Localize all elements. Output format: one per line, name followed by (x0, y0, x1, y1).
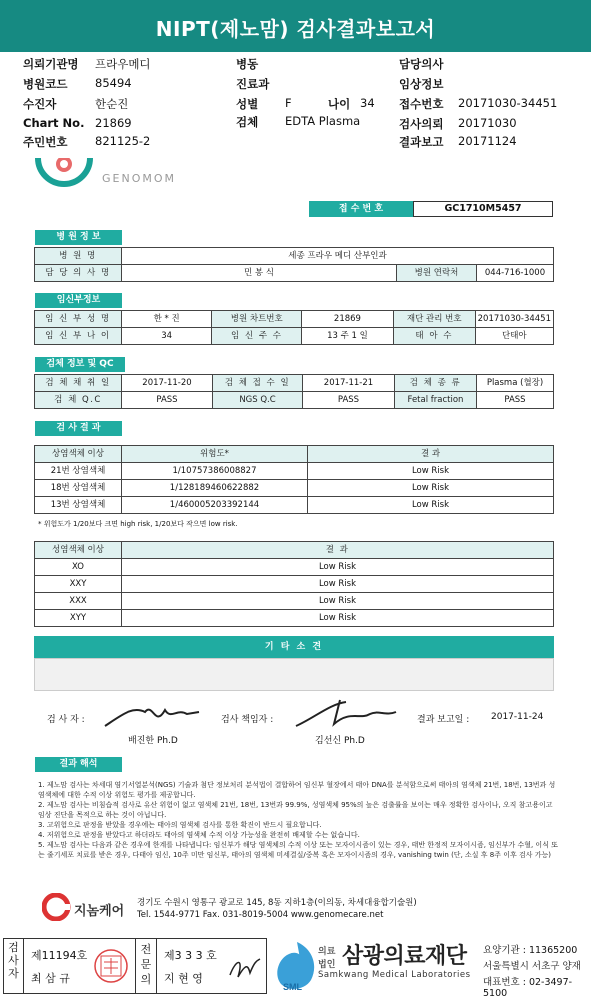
hdr-label: 병원코드 (23, 77, 68, 91)
examiner-license: 제11194호 (31, 949, 88, 962)
interpretation-notes (38, 780, 558, 860)
cell-label: 병 원 명 (35, 248, 122, 265)
cell-label: 병원 연락처 (397, 265, 477, 282)
cell-label: 검 체 종 류 (395, 375, 477, 392)
hdr-label: 임상정보 (399, 77, 444, 91)
note-item: 2. 제노맘 검사는 비침습적 검사로 유산 위험이 없고 염색체 21번, 18번, 13번과 99.9%, 성염색체 95%의 높은 검출률을 보이는 매우 정확한 검사이나, 오직 참고용이고 임상 진단을 목적으로 하는 것이 아닙니다. (38, 801, 553, 819)
cell-risk: 1/128189460622882 (122, 480, 308, 497)
cell-value: 21869 (302, 311, 394, 328)
hdr-label: 나이 (328, 97, 351, 111)
other-findings-box (34, 658, 554, 691)
doctor-license: 제3 3 3 호 (164, 949, 217, 962)
hdr-label: 결과보고 (399, 135, 444, 149)
examiner-stamp-name: 최 삼 규 (31, 972, 70, 985)
cell-label: 임 신 주 수 (212, 328, 302, 345)
hdr-label: 검체 (236, 115, 259, 129)
cell-value: 한 * 진 (121, 311, 212, 328)
cell-chromosome: 13번 상염색체 (35, 497, 122, 514)
doctor-signature (226, 953, 262, 983)
hdr-value: 한순진 (95, 97, 129, 111)
table-header-row (35, 542, 554, 559)
table-header-row (35, 446, 554, 463)
note-item: 5. 제노맘 검사는 다음과 같은 경우에 한계를 나타냅니다: 임신부가 해당 염색체의 수적 이상 또는 모자이시즘이 있는 경우, 태반 한정적 모자이시즘, 임신부가 수혈, 이식 또는 줄기세포 치료를 받은 경우, 다태아 임신, 10주 미만 임신부, 태아의 염색체 미세결실/중복 혹은 모자이시즘의 경우, vanishing twin (단, 소실 후 8주 이후 검사 가능) (38, 841, 558, 859)
column-header: 결 과 (122, 542, 554, 559)
note-item: 1. 제노맘 검사는 차세대 염기서열분석(NGS) 기술과 첨단 정보처리 분석법이 결합하여 임신부 혈장에서 태아 DNA를 분석함으로써 태아의 염색체 21번, 18번, 13번과 성염색체에 대한 수적 이상 위험도 평가를 제공합니다. (38, 781, 556, 799)
signature-stamp-box (3, 938, 267, 994)
lab-prefix-2: 법인 (318, 960, 336, 970)
cell-value: Plasma (혈장) (477, 375, 554, 392)
column-header: 성염색체 이상 (35, 542, 122, 559)
cell-value: 20171030-34451 (475, 311, 553, 328)
report-date-label: 결과 보고일 : (417, 715, 470, 725)
other-findings-header: 기 타 소 견 (34, 636, 554, 658)
lab-info-3: 대표번호 : 02-3497-5100 (483, 977, 573, 999)
examiner-label: 검 사 자 : (47, 715, 85, 725)
report-date: 2017-11-24 (491, 712, 544, 722)
cell-value: 2017-11-20 (122, 375, 213, 392)
cell-chromosome: XO (35, 559, 122, 576)
risk-footnote: * 위험도가 1/20보다 크면 high risk, 1/20보다 작으면 low risk. (38, 520, 238, 528)
cell-result: Low Risk (122, 559, 554, 576)
cell-value: 단태아 (475, 328, 553, 345)
table-row (35, 610, 554, 627)
sml-logo-icon (275, 940, 319, 994)
cell-result: Low Risk (122, 593, 554, 610)
patient-header (0, 52, 591, 155)
seal-stamp-icon (92, 947, 130, 985)
hdr-label: Chart No. (23, 116, 85, 130)
hdr-value: 821125-2 (95, 134, 151, 148)
brand-name: GENOMOM (102, 172, 177, 185)
lab-info-1: 요양기관 : 11365200 (483, 945, 578, 956)
cell-label: 검 체 채 취 일 (35, 375, 122, 392)
table-row (35, 480, 554, 497)
cell-value: 2017-11-21 (303, 375, 395, 392)
hdr-value: 20171030 (458, 116, 517, 130)
cell-label: 태 아 수 (393, 328, 475, 345)
receipt-number: GC1710M5457 (413, 201, 553, 217)
hdr-label: 성별 (236, 97, 259, 111)
responsible-name: 김선신 Ph.D (315, 736, 365, 746)
cell-label: 검 체 접 수 일 (213, 375, 303, 392)
table-row (35, 328, 554, 345)
hdr-value: 프라우메디 (95, 57, 151, 71)
sml-text: SML (283, 982, 302, 992)
table-row (35, 248, 554, 265)
hdr-value: 20171030-34451 (458, 96, 558, 110)
cell-value: 044-716-1000 (477, 265, 554, 282)
cell-chromosome: 21번 상염색체 (35, 463, 122, 480)
column-header: 위험도* (122, 446, 308, 463)
cell-chromosome: XXX (35, 593, 122, 610)
lab-name: 삼광의료재단 (342, 944, 467, 969)
cell-result: Low Risk (122, 610, 554, 627)
receipt-label: 접 수 번 호 (309, 201, 413, 217)
report-title: NIPT(제노맘) 검사결과보고서 (0, 0, 591, 52)
table-row (35, 265, 554, 282)
genomecare-logo-icon (42, 893, 72, 921)
genomom-logo (30, 158, 260, 196)
table-row (35, 311, 554, 328)
hdr-label: 검사의뢰 (399, 117, 444, 131)
cell-chromosome: XXY (35, 576, 122, 593)
cell-value: PASS (477, 392, 554, 409)
examiner-signature (103, 700, 203, 732)
lab-prefix-1: 의료 (318, 947, 336, 957)
cell-chromosome: 18번 상염색체 (35, 480, 122, 497)
table-row (35, 559, 554, 576)
section-patient: 임신부정보 (35, 293, 122, 308)
hdr-value: 34 (360, 96, 375, 110)
responsible-label: 검사 책임자 : (221, 715, 274, 725)
hdr-value: 21869 (95, 116, 132, 130)
section-interpretation: 결과 해석 (35, 757, 122, 772)
hdr-value: 20171124 (458, 134, 517, 148)
hdr-value: F (285, 96, 292, 110)
table-row (35, 392, 554, 409)
hdr-label: 주민번호 (23, 135, 68, 149)
genomom-emblem-icon (30, 158, 100, 196)
cell-label: 임 신 부 성 명 (35, 311, 122, 328)
responsible-signature (290, 696, 400, 732)
cell-label: 검 체 Q.C (35, 392, 122, 409)
cell-label: 재단 관리 번호 (393, 311, 475, 328)
company-contact: Tel. 1544-9771 Fax. 031-8019-5004 www.genomecare.net (137, 910, 384, 920)
cell-label: Fetal fraction (395, 392, 477, 409)
sex-chromosome-table (34, 541, 554, 627)
examiner-name: 배진한 Ph.D (128, 736, 178, 746)
section-hospital: 병 원 정 보 (35, 230, 122, 245)
table-row (35, 497, 554, 514)
cell-result: Low Risk (122, 576, 554, 593)
table-row (35, 593, 554, 610)
table-row (35, 463, 554, 480)
hdr-label: 병동 (236, 57, 259, 71)
table-row (35, 576, 554, 593)
cell-chromosome: XYY (35, 610, 122, 627)
hdr-value: 85494 (95, 76, 132, 90)
patient-table (34, 310, 554, 345)
cell-label: NGS Q.C (213, 392, 303, 409)
lab-english-name: Samkwang Medical Laboratories (318, 970, 471, 980)
section-specimen: 검체 정보 및 QC (35, 357, 125, 372)
hdr-label: 담당의사 (399, 57, 444, 71)
cell-result: Low Risk (308, 497, 554, 514)
cell-value: 세종 프라우 메디 산부인과 (122, 248, 554, 265)
genomecare-name: 지놈케어 (74, 904, 125, 919)
cell-value: PASS (303, 392, 395, 409)
cell-risk: 1/460005203392144 (122, 497, 308, 514)
table-row (35, 375, 554, 392)
hdr-label: 진료과 (236, 77, 270, 91)
lab-info-2: 서울특별시 서초구 양재 (483, 961, 581, 972)
cell-label: 담 당 의 사 명 (35, 265, 122, 282)
hdr-label: 의뢰기관명 (23, 57, 79, 71)
cell-risk: 1/10757386008827 (122, 463, 308, 480)
company-address: 경기도 수원시 영통구 광교로 145, 8동 지하1층(이의동, 차세대융합기술원) (137, 898, 417, 908)
note-item: 4. 저위험으로 판정을 받았다고 하더라도 태아의 염색체 수적 이상 가능성을 완전히 배제할 수는 없습니다. (38, 831, 360, 839)
specimen-table (34, 374, 554, 409)
cell-value: PASS (122, 392, 213, 409)
hdr-label: 접수번호 (399, 97, 444, 111)
column-header: 상염색체 이상 (35, 446, 122, 463)
note-item: 3. 고위험으로 판정을 받았을 경우에는 태아의 염색체 검사를 통한 확진이 반드시 필요합니다. (38, 821, 322, 829)
cell-result: Low Risk (308, 480, 554, 497)
cell-result: Low Risk (308, 463, 554, 480)
hdr-label: 수진자 (23, 97, 57, 111)
cell-value: 34 (121, 328, 212, 345)
autosome-results-table (34, 445, 554, 514)
cell-value: 민 봉 식 (122, 265, 397, 282)
hospital-table (34, 247, 554, 282)
hdr-value: EDTA Plasma (285, 114, 361, 128)
examiner-stamp-label: 검사자 (4, 939, 24, 993)
cell-label: 임 신 부 나 이 (35, 328, 122, 345)
cell-value: 13 주 1 일 (302, 328, 394, 345)
doctor-stamp-label: 전문의 (135, 939, 157, 993)
cell-label: 병원 차트번호 (212, 311, 302, 328)
doctor-stamp-name: 지 현 영 (164, 972, 203, 985)
column-header: 결 과 (308, 446, 554, 463)
section-results: 검 사 결 과 (35, 421, 122, 436)
